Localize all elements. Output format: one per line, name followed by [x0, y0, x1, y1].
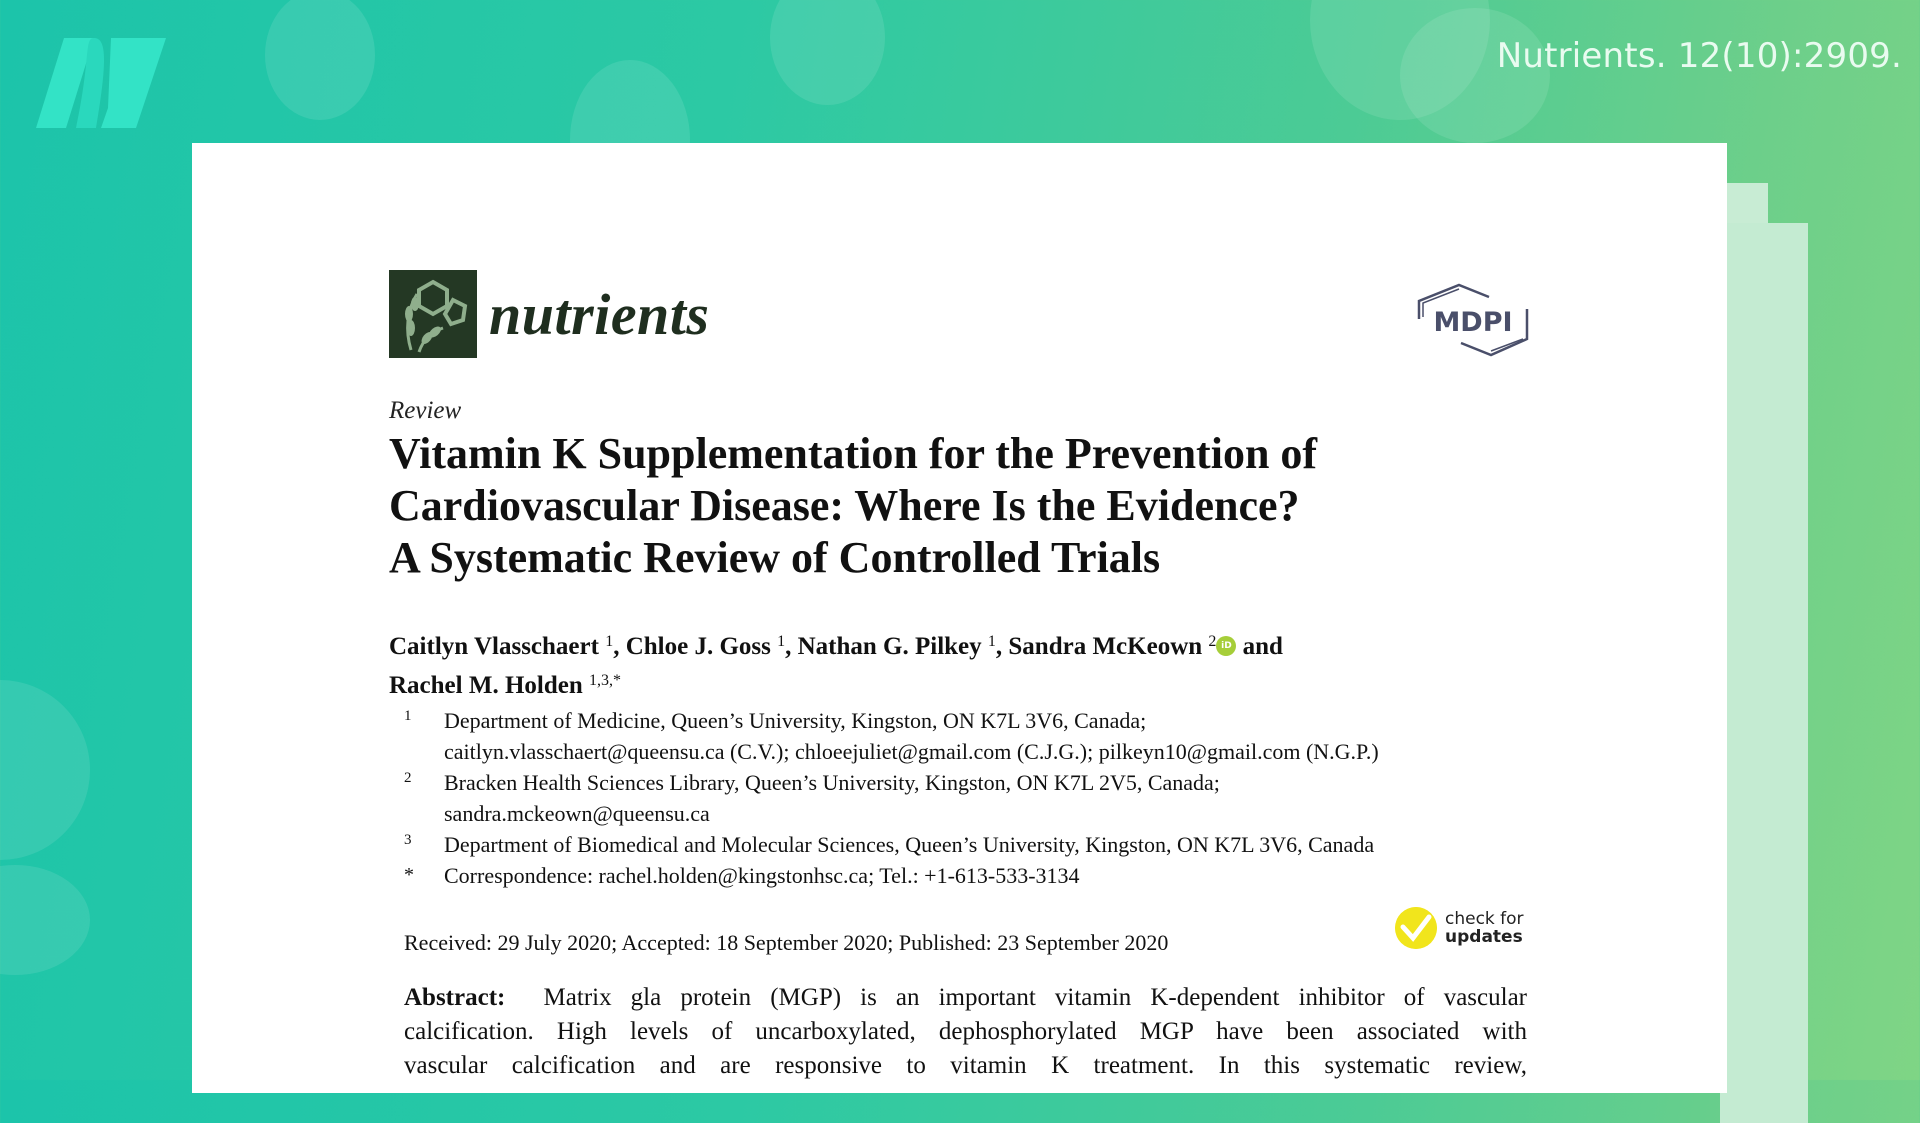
abstract-line: vascular calcification and are responsive to vitamin K treatment. In this systematic review,: [404, 1052, 1527, 1079]
author-affiliation-mark: 1,3,*: [589, 672, 621, 689]
abstract-text: Matrix gla protein (MGP) is an important vitamin K-dependent inhibitor of vascular: [543, 984, 1527, 1011]
check-for-updates-button[interactable]: [1395, 907, 1524, 949]
author-list: [389, 625, 1489, 703]
author-separator: ,: [785, 633, 798, 660]
paper-title: [389, 428, 1489, 584]
author-name: Caitlyn Vlasschaert: [389, 633, 599, 660]
check-for-label: check for: [1445, 909, 1524, 929]
affiliations: [402, 705, 1562, 891]
article-type: Review: [389, 397, 462, 424]
affiliation-mark: 3: [404, 832, 412, 848]
title-line: Cardiovascular Disease: Where Is the Evidence?: [389, 481, 1300, 530]
affiliation-line: Department of Biomedical and Molecular Sciences, Queen’s University, Kingston, ON K7L 3V6, Canada: [444, 832, 1375, 857]
citation-label: Nutrients. 12(10):2909.: [1496, 36, 1902, 76]
author-separator: ,: [613, 633, 626, 660]
background-bubble: [0, 680, 90, 860]
author-name: Chloe J. Goss: [625, 633, 771, 660]
affiliation-item: [402, 767, 1562, 829]
abstract: [404, 981, 1527, 1083]
affiliation-line: Bracken Health Sciences Library, Queen’s University, Kingston, ON K7L 2V5, Canada;: [444, 770, 1220, 795]
affiliation-item: [402, 860, 1562, 891]
affiliation-item: [402, 829, 1562, 860]
author-separator: and: [1236, 633, 1283, 660]
page-stack-shadow: [1720, 223, 1808, 1123]
background-bubble: [0, 865, 90, 975]
abstract-line: calcification. High levels of uncarboxylated, dephosphorylated MGP have been associated with: [404, 1018, 1527, 1045]
affiliation-item: [402, 705, 1562, 767]
background-bubble: [770, 0, 885, 105]
affiliation-mark: *: [404, 864, 414, 886]
affiliation-line: caitlyn.vlasschaert@queensu.ca (C.V.); chloeejuliet@gmail.com (C.J.G.); pilkeyn10@gmail.com (N.G.P.): [444, 739, 1379, 764]
updates-label: updates: [1445, 927, 1523, 947]
author-affiliation-mark: 1: [605, 633, 614, 650]
paper-page: [192, 143, 1727, 1093]
affiliation-mark: 2: [404, 770, 412, 786]
wheat-molecule-emblem-icon: [389, 270, 477, 358]
mdpi-publisher-logo: [1417, 283, 1529, 359]
orcid-icon[interactable]: iD: [1216, 636, 1236, 656]
affiliation-line: sandra.mckeown@queensu.ca: [444, 801, 710, 826]
author-affiliation-mark: 1: [777, 633, 786, 650]
mdpi-label: MDPI: [1433, 307, 1513, 338]
journal-logo: [389, 270, 710, 358]
author-affiliation-mark: 2: [1208, 633, 1217, 650]
affiliation-line: Department of Medicine, Queen’s University, Kingston, ON K7L 3V6, Canada;: [444, 708, 1147, 733]
background-bubble: [265, 0, 375, 120]
author-affiliation-mark: 1: [987, 633, 996, 650]
abstract-label: Abstract:: [404, 984, 506, 1011]
author-name: Nathan G. Pilkey: [797, 633, 982, 660]
affiliation-line: Correspondence: rachel.holden@kingstonhsc.ca; Tel.: +1-613-533-3134: [444, 863, 1080, 888]
author-separator: ,: [995, 633, 1009, 660]
publication-dates: Received: 29 July 2020; Accepted: 18 September 2020; Published: 23 September 2020: [404, 930, 1169, 955]
author-name: Sandra McKeown: [1008, 633, 1203, 660]
abstract-line: [404, 981, 1527, 1015]
journal-name: nutrients: [489, 281, 710, 347]
title-line: Vitamin K Supplementation for the Prevention of: [389, 429, 1318, 478]
affiliation-mark: 1: [404, 708, 412, 724]
author-name: Rachel M. Holden: [389, 672, 583, 699]
N-logo-icon: [36, 38, 166, 128]
title-line: A Systematic Review of Controlled Trials: [389, 533, 1161, 582]
checkmark-badge-icon: [1395, 907, 1437, 949]
